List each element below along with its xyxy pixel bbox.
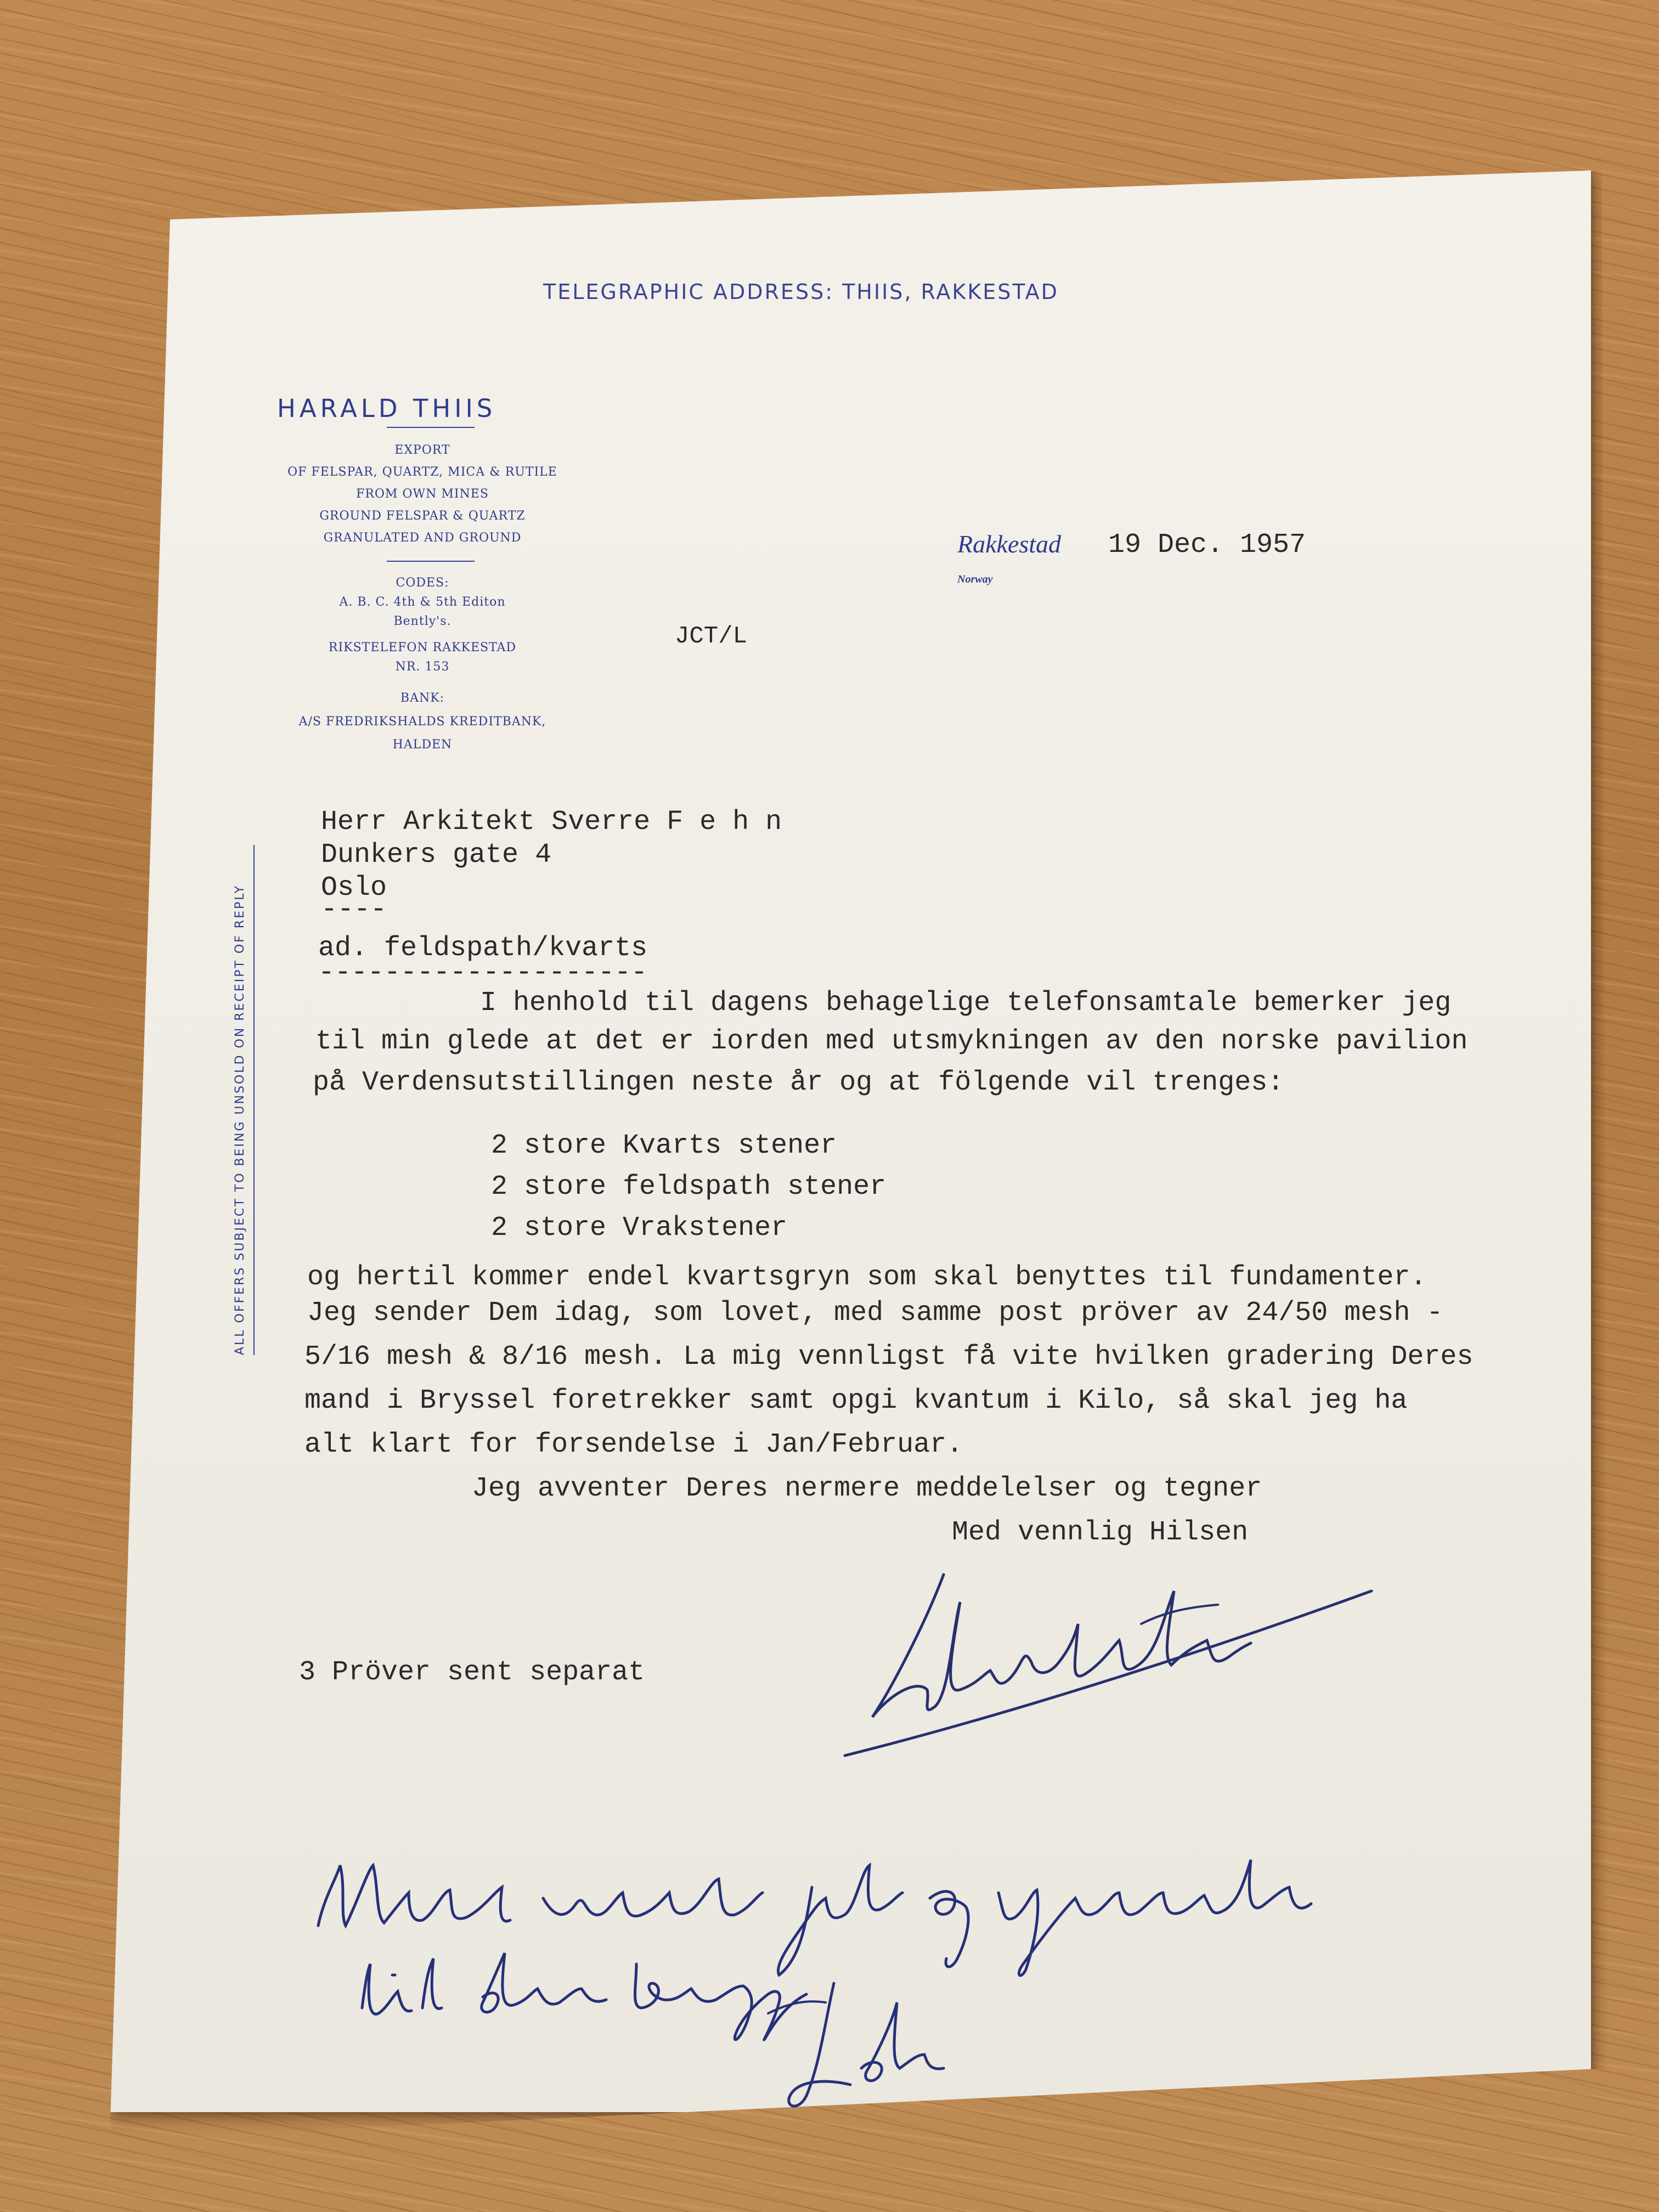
- letterhead-export-line: GROUND FELSPAR & QUARTZ: [319, 509, 526, 523]
- paragraph-line: mand i Bryssel foretrekker samt opgi kvantum i Kilo, så skal jeg ha: [304, 1385, 1408, 1417]
- letterhead-codes-line: RIKSTELEFON RAKKESTAD: [328, 641, 517, 654]
- vertical-rule: [253, 845, 255, 1355]
- letterhead-export-line: FROM OWN MINES: [356, 487, 489, 501]
- place-name: Rakkestad: [957, 530, 1062, 558]
- paragraph-line: til min glede at det er iorden med utsmykningen av den norske pavilion: [315, 1026, 1468, 1057]
- list-item: 2 store Kvarts stener: [491, 1130, 837, 1161]
- paragraph-line: alt klart for forsendelse i Jan/Februar.: [304, 1429, 963, 1460]
- letterhead-export-line: EXPORT: [394, 443, 450, 457]
- postscript: 3 Pröver sent separat: [299, 1657, 645, 1688]
- paragraph-line: 5/16 mesh & 8/16 mesh. La mig vennligst få vite hvilken gradering Deres: [304, 1341, 1474, 1373]
- letterhead-export-line: GRANULATED AND GROUND: [323, 531, 522, 545]
- letterhead-divider: [387, 427, 475, 428]
- recipient-line: ----: [321, 894, 387, 926]
- list-item: 2 store feldspath stener: [491, 1171, 887, 1203]
- letter-sheet: [110, 170, 1591, 2112]
- salutation: Med vennlig Hilsen: [952, 1517, 1249, 1548]
- recipient-line: Dunkers gate 4: [321, 839, 552, 871]
- list-item: 2 store Vrakstener: [491, 1212, 788, 1244]
- vertical-offer-notice: ALL OFFERS SUBJECT TO BEING UNSOLD ON RECEIPT OF REPLY: [233, 884, 247, 1355]
- letterhead-codes-line: A. B. C. 4th & 5th Editon: [339, 595, 506, 609]
- letterhead-bank-line: BANK:: [400, 691, 445, 705]
- signature-harald-thiis: [834, 1553, 1410, 1783]
- handwritten-note: [285, 1827, 1328, 2134]
- reference-code: JCT/L: [675, 623, 748, 650]
- paragraph-line: Jeg sender Dem idag, som lovet, med samme post pröver av 24/50 mesh -: [307, 1297, 1443, 1329]
- subject-underline: --------------------: [318, 957, 648, 989]
- paragraph-line: I henhold til dagens behagelige telefonsamtale bemerker jeg: [480, 988, 1452, 1019]
- letterhead-codes-line: CODES:: [396, 576, 449, 590]
- letter-date: 19 Dec. 1957: [1108, 529, 1306, 561]
- company-name: HARALD THIIS: [277, 394, 496, 423]
- letterhead-codes-line: NR. 153: [395, 660, 450, 674]
- letterhead-bank-line: A/S FREDRIKSHALDS KREDITBANK,: [298, 715, 546, 729]
- recipient-line: Oslo: [321, 872, 387, 904]
- subject-line: ad. feldspath/kvarts: [318, 933, 648, 964]
- paragraph-line: på Verdensutstillingen neste år og at fölgende vil trenges:: [313, 1067, 1284, 1098]
- closing-line: Jeg avventer Deres nermere meddelelser og tegner: [472, 1473, 1262, 1504]
- recipient-line: Herr Arkitekt Sverre F e h n: [321, 806, 782, 838]
- paragraph-line: og hertil kommer endel kvartsgryn som skal benyttes til fundamenter.: [307, 1262, 1427, 1293]
- telegraphic-address: TELEGRAPHIC ADDRESS: THIIS, RAKKESTAD: [543, 280, 1059, 304]
- letterhead-bank-line: HALDEN: [392, 738, 453, 752]
- place-country: Norway: [957, 573, 993, 585]
- letterhead-export-line: OF FELSPAR, QUARTZ, MICA & RUTILE: [287, 465, 557, 479]
- letterhead-divider: [387, 561, 475, 562]
- letterhead-codes-line: Bently's.: [393, 614, 452, 628]
